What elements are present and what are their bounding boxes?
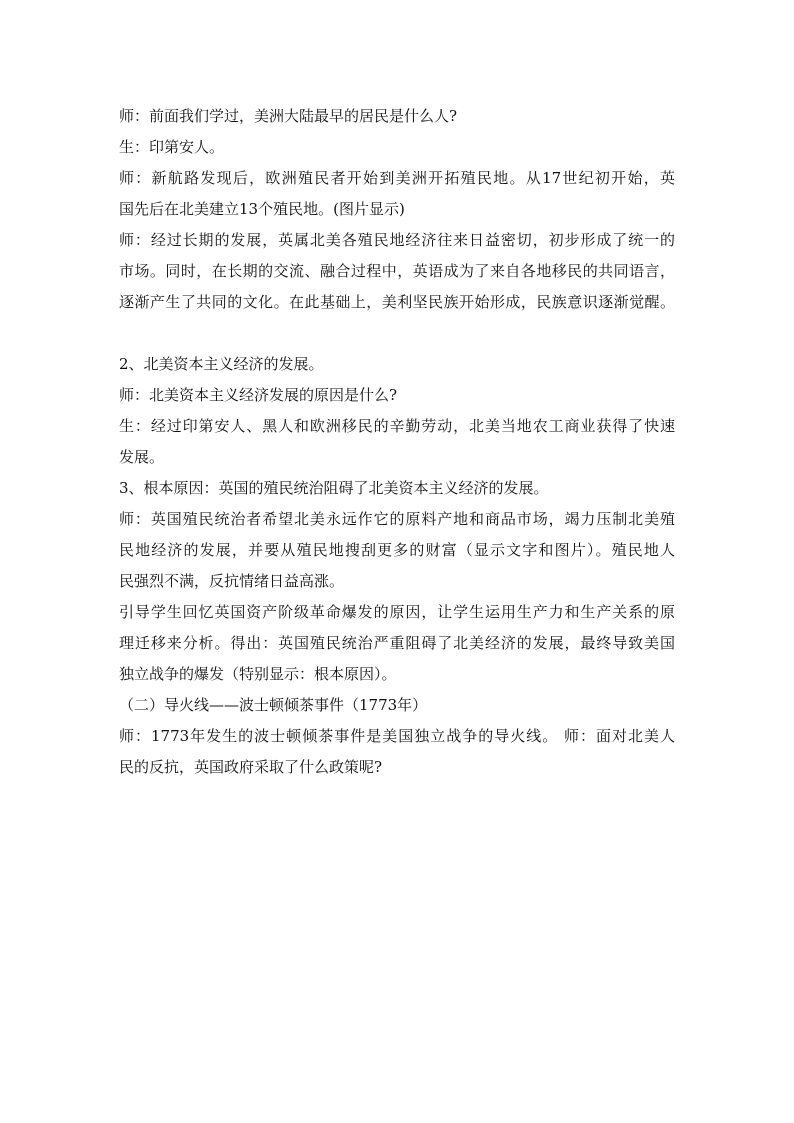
- text-line: 发展。: [119, 448, 165, 466]
- text-line: 逐渐产生了共同的文化。在此基础上，美利坚民族开始形成，民族意识逐渐觉醒。: [119, 293, 675, 311]
- text-line: 师：英国殖民统治者希望北美永远作它的原料产地和商品市场，竭力压制北美殖: [119, 510, 675, 528]
- text-line: 师：新航路发现后，欧洲殖民者开始到美洲开拓殖民地。从17世纪初开始，英: [119, 169, 675, 187]
- text-line: 民强烈不满，反抗情绪日益高涨。: [119, 572, 345, 590]
- text-line: 师：前面我们学过，美洲大陆最早的居民是什么人?: [119, 107, 458, 125]
- section-heading: 2、北美资本主义经济的发展。: [119, 355, 324, 373]
- text-line: 师：北美资本主义经济发展的原因是什么?: [119, 386, 398, 404]
- text-line: 师：1773年发生的波士顿倾茶事件是美国独立战争的导火线。 师：面对北美人: [119, 727, 675, 745]
- text-line: 生：经过印第安人、黑人和欧洲移民的辛勤劳动，北美当地农工商业获得了快速: [119, 417, 675, 435]
- text-line: 国先后在北美建立13个殖民地。(图片显示): [119, 200, 405, 218]
- text-line: 民地经济的发展，并要从殖民地搜刮更多的财富（显示文字和图片）。殖民地人: [119, 541, 675, 559]
- section-heading: 3、根本原因：英国的殖民统治阻碍了北美资本主义经济的发展。: [119, 479, 549, 497]
- text-line: 引导学生回忆英国资产阶级革命爆发的原因，让学生运用生产力和生产关系的原: [119, 603, 675, 621]
- text-line: 师：经过长期的发展，英属北美各殖民地经济往来日益密切，初步形成了统一的: [119, 231, 675, 249]
- text-line: 市场。同时，在长期的交流、融合过程中，英语成为了来自各地移民的共同语言，: [119, 262, 675, 280]
- section-heading: （二）导火线——波士顿倾茶事件（1773年）: [119, 696, 428, 714]
- text-line: 理迁移来分析。得出：英国殖民统治严重阻碍了北美经济的发展，最终导致美国: [119, 634, 675, 652]
- text-line: 民的反抗，英国政府采取了什么政策呢?: [119, 758, 383, 776]
- text-line: 独立战争的爆发（特别显示：根本原因）。: [119, 665, 397, 683]
- document-body: [119, 101, 675, 783]
- blank-line: [119, 318, 675, 349]
- text-line: 生：印第安人。: [119, 138, 225, 156]
